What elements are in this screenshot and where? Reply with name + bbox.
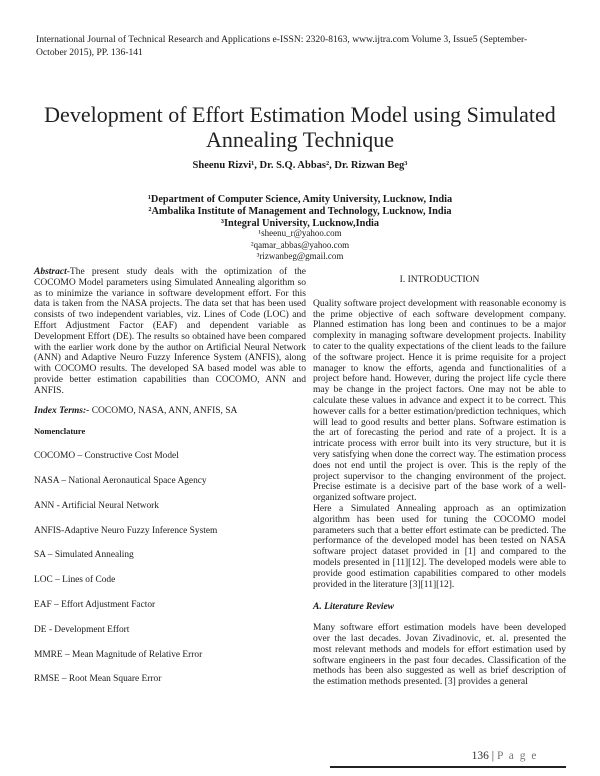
nomenclature-item: EAF – Effort Adjustment Factor: [34, 599, 156, 610]
affiliation-2: ²Ambalika Institute of Management and Technology, Lucknow, India: [148, 206, 452, 217]
email-2: ²qamar_abbas@yahoo.com: [250, 239, 350, 250]
literature-review-heading: A. Literature Review: [313, 602, 395, 613]
index-terms-text: COCOMO, NASA, ANN, ANFIS, SA: [89, 405, 238, 416]
literature-review-paragraph: Many software effort estimation models have been developed over the last decades. Jovan Zivadinovic, et. al. presented the most relevant methods and models for effort estimation used by software engineers in the past four decades. Classification of the methods has been also suggested as well as brief description of the estimation methods presented. [3] provides a general: [313, 623, 566, 688]
introduction-paragraph-2: Here a Simulated Annealing approach as an optimization algorithm has been used for tuning the COCOMO model parameters such that a better effort estimate can be predicted. The performance of the developed model has been tested on NASA software project dataset provided in [1] and compared to the models presented in [11][12]. The developed models were able to provide good estimation capabilities compared to other models provided in the literature [3][11][12].: [313, 503, 566, 590]
left-column: [34, 267, 306, 685]
nomenclature-item: ANFIS-Adaptive Neuro Fuzzy Inference System: [34, 525, 218, 536]
nomenclature-heading: Nomenclature: [34, 426, 86, 437]
abstract: [34, 267, 306, 397]
page-footer: [0, 750, 600, 776]
page-word: P a g e: [496, 750, 538, 762]
abstract-text: -The present study deals with the optimization of the COCOMO Model parameters using Simulated Annealing algorithm so as to minimize the variance in software development effort. For this data is taken from the NASA projects. The data set that has been used consists of two independent variables, viz. Lines of Code (LOC) and Effort Adjustment Factor (EAF) and dependent variable as Development Effort (DE). The results so obtained have been compared with the earlier work done by the author on Artificial Neural Network (ANN) and Adaptive Neuro Fuzzy Inference System (ANFIS), along with COCOMO results. The developed SA based model was able to provide better estimation capabilities than COCOMO, ANN and ANFIS.: [34, 267, 306, 396]
page-number: 136: [471, 750, 489, 762]
footer-separator: |: [491, 750, 495, 762]
nomenclature-item: ANN - Artificial Neural Network: [34, 500, 159, 511]
nomenclature-item: LOC – Lines of Code: [34, 575, 116, 586]
affiliation-1: ¹Department of Computer Science, Amity University, Lucknow, India: [147, 194, 453, 205]
footer-rule: [330, 766, 566, 768]
right-column: [313, 267, 566, 688]
introduction-paragraph-1: Quality software project development with reasonable economy is the prime objective of each software development company. Planned estimation has long been and continues to be a major complexity in managing software development projects. Inability to cater to the quality expectations of the client leads to the failure of the software project. Hence it is prime requisite for a project manager to know the efforts, agenda and functionalities of a project before hand. However, during the project life cycle there may be change in the project factors. One may not be able to calculate these values in advance and expect it to be correct. This however calls for a better estimation/prediction techniques, which will lead to good results and better plans. Software estimation is the art of forecasting the period and rate of a project. It is a intricate process with error built into its very structure, but it is very satisfying when done the correct way. The estimation process does not end until the project is over. This is the reply of the project supervisor to the changing environment of the project. Precise estimate is a decisive part of the base work of a well-organized software project.: [313, 298, 566, 504]
abstract-label: Abstract: [34, 267, 67, 277]
journal-header: International Journal of Technical Research and Applications e-ISSN: 2320-8163, www.ijtra.com Volume 3, Issue5 (September-October 2015), PP. 136-141: [36, 34, 528, 58]
affiliations: [0, 194, 600, 230]
nomenclature-item: RMSE – Root Mean Square Error: [34, 674, 162, 685]
emails: [0, 228, 600, 263]
email-1: ¹sheenu_r@yahoo.com: [258, 228, 342, 238]
author-list: Sheenu Rizvi¹, Dr. S.Q. Abbas², Dr. Rizwan Beg³: [192, 160, 408, 171]
nomenclature-item: DE - Development Effort: [34, 624, 130, 635]
introduction-heading: I. INTRODUCTION: [399, 275, 480, 285]
affiliation-3: ³Integral University, Lucknow,India: [220, 218, 380, 229]
nomenclature-item: MMRE – Mean Magnitude of Relative Error: [34, 649, 203, 660]
index-terms-label: Index Terms:-: [34, 405, 90, 416]
paper-title: Development of Effort Estimation Model using Simulated Annealing Technique: [44, 102, 556, 152]
email-3: ³rizwanbeg@gmail.com: [256, 251, 344, 261]
nomenclature-item: NASA – National Aeronautical Space Agency: [34, 475, 207, 486]
nomenclature-item: COCOMO – Constructive Cost Model: [34, 451, 179, 462]
page-number-label: [472, 750, 538, 762]
index-terms: [34, 406, 306, 417]
nomenclature-item: SA – Simulated Annealing: [34, 550, 134, 561]
nomenclature-list: [34, 451, 306, 685]
